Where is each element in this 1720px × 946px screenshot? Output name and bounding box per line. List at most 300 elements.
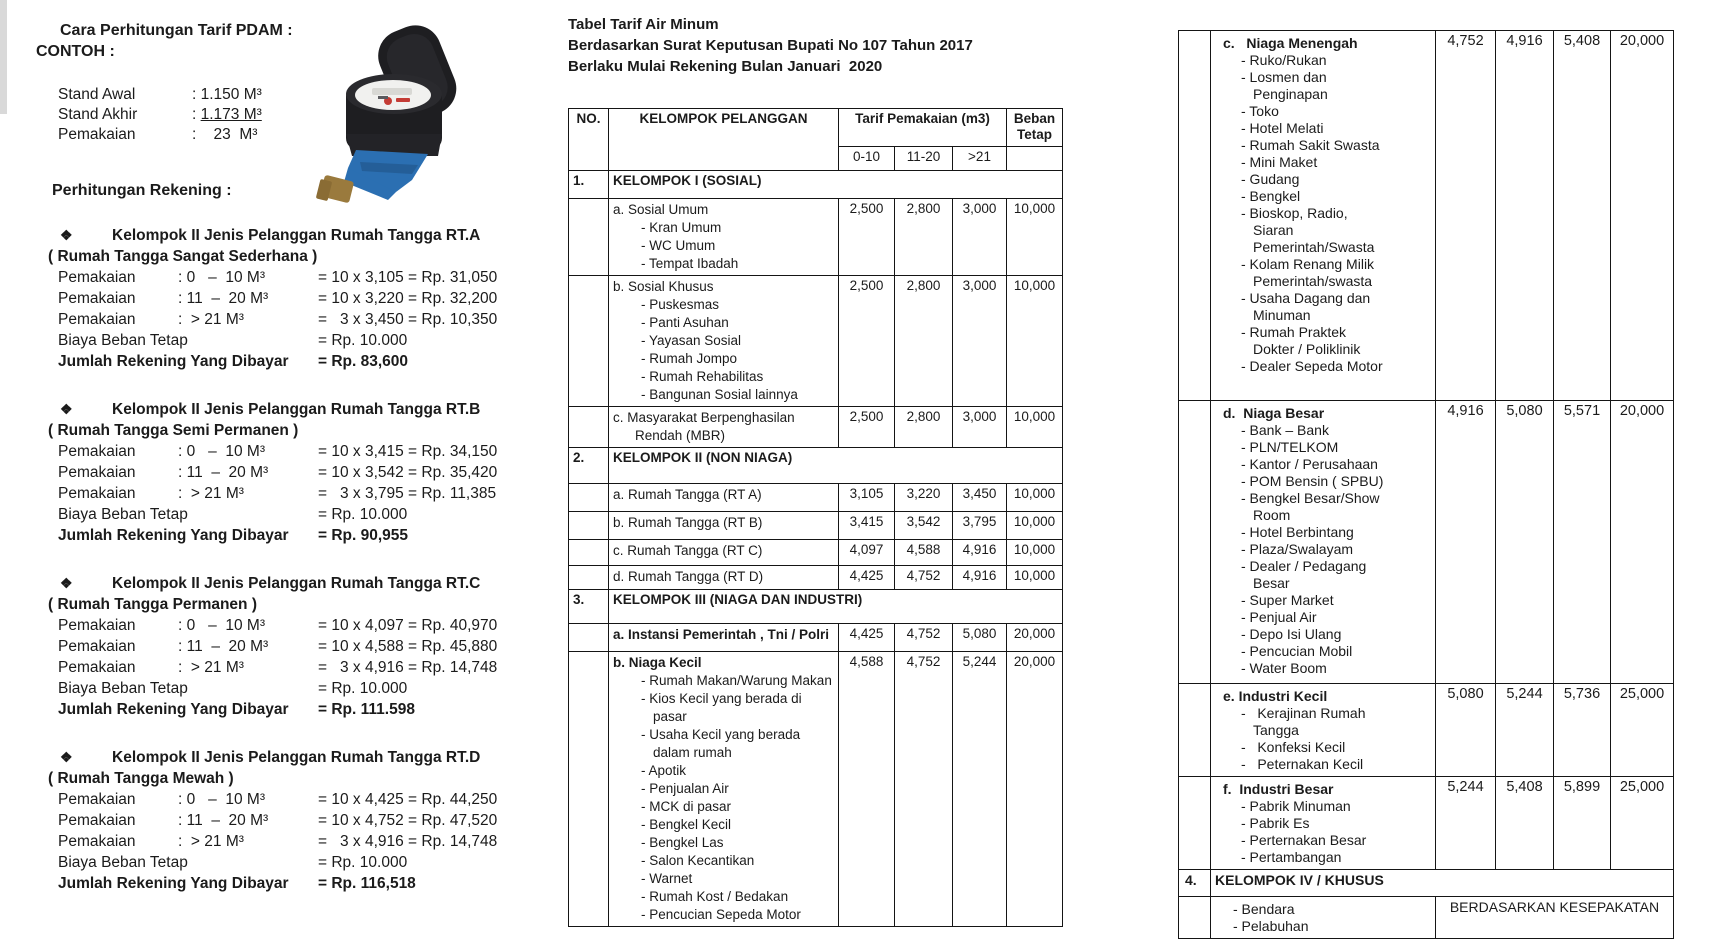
beban-value-cell: 10,000 (1007, 407, 1063, 448)
beban-value-cell: 10,000 (1007, 512, 1063, 540)
usage-label: Pemakaian (58, 638, 136, 655)
tariff-value-cell: 3,000 (953, 407, 1007, 448)
header-tarif-span: Tarif Pemakaian (m3) (839, 109, 1007, 147)
list-item: - Usaha Kecil yang berada dalam rumah (641, 727, 804, 760)
usage-label: Pemakaian (58, 617, 136, 634)
no-cell (1179, 401, 1211, 684)
tariff-example-rt-c (36, 573, 510, 720)
examples-list (36, 225, 510, 894)
tariff-value-cell: 5,080 (1436, 684, 1496, 777)
usage-calc: = 10 x 4,588 = Rp. 45,880 (318, 638, 498, 655)
category-label: d. Rumah Tangga (RT D) (613, 569, 764, 584)
category-label: a. Rumah Tangga (RT A) (613, 487, 762, 502)
list-item: - Kran Umum (641, 220, 722, 235)
table-heading-line3: Berlaku Mulai Rekening Bulan Januari 2020 (568, 58, 883, 75)
table-row (569, 652, 1063, 927)
category-cell (609, 199, 839, 276)
group-title: KELOMPOK I (SOSIAL) (609, 171, 1063, 199)
list-item: - Peternakan Kecil (1241, 756, 1364, 772)
list-item: - Tempat Ibadah (641, 256, 739, 271)
tariff-value-cell: 5,408 (1554, 31, 1611, 401)
beban-value-cell: 10,000 (1007, 484, 1063, 512)
table-row (569, 484, 1063, 512)
beban-value-cell: 20,000 (1611, 401, 1674, 684)
list-item: - Bank – Bank (1241, 422, 1329, 438)
example-title-row (36, 225, 510, 246)
list-item: - Pencucian Mobil (1241, 643, 1353, 659)
tariff-value-cell: 4,425 (839, 624, 895, 652)
usage-calc: = 3 x 3,450 = Rp. 10,350 (318, 311, 498, 328)
usage-row (36, 636, 510, 657)
header-tier-0-10: 0-10 (839, 147, 895, 171)
list-item: - Depo Isi Ulang (1241, 626, 1342, 642)
stand-akhir-label: Stand Akhir (58, 106, 138, 123)
list-item: - Konfeksi Kecil (1241, 739, 1346, 755)
list-item: - Dealer Sepeda Motor (1241, 358, 1383, 374)
tariff-value-cell: 4,588 (895, 540, 953, 566)
list-item: - Dealer / Pedagang Besar (1241, 558, 1371, 591)
usage-label: Pemakaian (58, 833, 136, 850)
no-cell (569, 407, 609, 448)
usage-range: : 0 – 10 M³ (178, 443, 266, 460)
perhitungan-heading: Perhitungan Rekening : (52, 182, 232, 199)
no-cell (569, 566, 609, 590)
list-item: - Toko (1241, 103, 1279, 119)
group-number: 3. (569, 590, 609, 624)
tariff-value-cell: 5,080 (953, 624, 1007, 652)
category-items (641, 672, 834, 924)
tariff-value-cell: 5,571 (1554, 401, 1611, 684)
group-number: 4. (1179, 870, 1211, 897)
list-item: - Rumah Sakit Swasta (1241, 137, 1380, 153)
list-item: - Kios Kecil yang berada di pasar (641, 691, 806, 724)
usage-range: : > 21 M³ (178, 485, 244, 502)
list-item: - Pencucian Sepeda Motor (641, 907, 801, 922)
list-item: - Rumah Makan/Warung Makan (641, 673, 832, 688)
example-title-row (36, 573, 510, 594)
example-subtitle: ( Rumah Tangga Sangat Sederhana ) (48, 248, 318, 265)
tariff-value-cell: 5,736 (1554, 684, 1611, 777)
category-items (1241, 422, 1391, 677)
usage-label: Pemakaian (58, 812, 136, 829)
pemakaian-label: Pemakaian (58, 126, 136, 143)
tariff-table-section (568, 14, 1073, 927)
tariff-value-cell: 2,500 (839, 276, 895, 407)
beban-value-cell: 25,000 (1611, 777, 1674, 870)
usage-range: : 11 – 20 M³ (178, 464, 269, 481)
tariff-value-cell: 2,800 (895, 276, 953, 407)
tariff-value-cell: 2,800 (895, 407, 953, 448)
category-label: a. Instansi Pemerintah , Tni / Polri (613, 627, 830, 642)
group-header-row (1179, 870, 1674, 897)
example-title-row (36, 747, 510, 768)
tariff-value-cell: 4,588 (839, 652, 895, 927)
group-number: 1. (569, 171, 609, 199)
total-label: Jumlah Rekening Yang Dibayar (58, 527, 289, 544)
category-label: c. Rumah Tangga (RT C) (613, 543, 763, 558)
tariff-value-cell: 5,244 (1436, 777, 1496, 870)
tariff-value-cell: 4,916 (953, 566, 1007, 590)
no-cell (569, 540, 609, 566)
list-item: - Hotel Melati (1241, 120, 1324, 136)
table-row (569, 566, 1063, 590)
usage-calc: = 10 x 3,415 = Rp. 34,150 (318, 443, 498, 460)
table-row (1179, 777, 1674, 870)
beban-value-cell: 10,000 (1007, 540, 1063, 566)
usage-range: : > 21 M³ (178, 833, 244, 850)
category-cell (1211, 897, 1436, 939)
usage-calc: = 10 x 4,425 = Rp. 44,250 (318, 791, 498, 808)
category-cell (609, 484, 839, 512)
diamond-bullet-icon: ❖ (60, 401, 73, 417)
beban-value: = Rp. 10.000 (318, 854, 408, 871)
list-item: - Gudang (1241, 171, 1300, 187)
diamond-bullet-icon: ❖ (60, 749, 73, 765)
usage-calc: = 10 x 4,097 = Rp. 40,970 (318, 617, 498, 634)
diamond-bullet-icon: ❖ (60, 575, 73, 591)
list-item: - Rumah Jompo (641, 351, 738, 366)
beban-label: Biaya Beban Tetap (58, 854, 188, 871)
table-row (569, 276, 1063, 407)
list-item: - Bengkel (1241, 188, 1301, 204)
tariff-value-cell: 4,097 (839, 540, 895, 566)
usage-row (36, 810, 510, 831)
list-item: - Pelabuhan (1233, 918, 1309, 934)
category-cell (609, 540, 839, 566)
tariff-value-cell: 4,916 (1496, 31, 1554, 401)
tariff-value-cell: 3,415 (839, 512, 895, 540)
header-no: NO. (569, 109, 609, 171)
category-cell (1211, 777, 1436, 870)
stand-awal-label: Stand Awal (58, 86, 136, 103)
no-cell (569, 624, 609, 652)
beban-row (36, 504, 510, 525)
list-item: - Mini Maket (1241, 154, 1318, 170)
example-title: Kelompok II Jenis Pelanggan Rumah Tangga RT.C (112, 575, 481, 592)
beban-value-cell: 20,000 (1007, 624, 1063, 652)
beban-value-cell: 10,000 (1007, 566, 1063, 590)
beban-value-cell: 10,000 (1007, 199, 1063, 276)
pemakaian-value: : 23 M³ (192, 126, 258, 143)
agreement-note: BERDASARKAN KESEPAKATAN (1436, 897, 1674, 939)
list-item: - Ruko/Rukan (1241, 52, 1327, 68)
table-heading-line1: Tabel Tarif Air Minum (568, 16, 719, 33)
total-row (36, 873, 510, 894)
table-row (1179, 684, 1674, 777)
usage-range: : 0 – 10 M³ (178, 791, 266, 808)
no-cell (569, 652, 609, 927)
tariff-value-cell: 4,752 (895, 566, 953, 590)
tariff-value-cell: 5,244 (1496, 684, 1554, 777)
table-row (569, 407, 1063, 448)
group-title: KELOMPOK III (NIAGA DAN INDUSTRI) (609, 590, 1063, 624)
usage-range: : > 21 M³ (178, 311, 244, 328)
tariff-value-cell: 3,105 (839, 484, 895, 512)
tariff-value-cell: 5,899 (1554, 777, 1611, 870)
usage-range: : 11 – 20 M³ (178, 638, 269, 655)
list-item: - Kolam Renang Milik Pemerintah/swasta (1241, 256, 1378, 289)
header-tier-21: >21 (953, 147, 1007, 171)
category-label: d. Niaga Besar (1223, 405, 1325, 421)
header-tier-11-20: 11-20 (895, 147, 953, 171)
list-item: - Apotik (641, 763, 687, 778)
usage-range: : 0 – 10 M³ (178, 617, 266, 634)
tariff-value-cell: 2,500 (839, 407, 895, 448)
list-item: - Rumah Rehabilitas (641, 369, 764, 384)
category-label: b. Rumah Tangga (RT B) (613, 515, 763, 530)
category-cell (609, 566, 839, 590)
tariff-table-continuation-section (1178, 30, 1674, 939)
list-item: - Penjualan Air (641, 781, 729, 796)
tariff-example-rt-d (36, 747, 510, 894)
tariff-value-cell: 2,500 (839, 199, 895, 276)
list-item: - Bengkel Besar/Show Room (1241, 490, 1384, 523)
group-title: KELOMPOK IV / KHUSUS (1211, 870, 1674, 897)
list-item: - Plaza/Swalayam (1241, 541, 1354, 557)
usage-label: Pemakaian (58, 290, 136, 307)
tariff-example-rt-b (36, 399, 510, 546)
list-item: - Bioskop, Radio, Siaran Pemerintah/Swasta (1241, 205, 1375, 255)
total-row (36, 351, 510, 372)
list-item: - Bendara (1233, 901, 1295, 917)
example-subtitle: ( Rumah Tangga Permanen ) (48, 596, 257, 613)
category-cell (1211, 401, 1436, 684)
usage-label: Pemakaian (58, 791, 136, 808)
list-item: - Yayasan Sosial (641, 333, 742, 348)
list-item: - Rumah Praktek Dokter / Poliklinik (1241, 324, 1361, 357)
usage-calc: = 3 x 3,795 = Rp. 11,385 (318, 485, 497, 502)
beban-row (36, 678, 510, 699)
category-cell (609, 276, 839, 407)
header-beban-empty-cell (1007, 147, 1063, 171)
no-cell (569, 512, 609, 540)
usage-row (36, 462, 510, 483)
usage-row (36, 657, 510, 678)
no-cell (1179, 897, 1211, 939)
beban-value-cell: 10,000 (1007, 276, 1063, 407)
list-item: - Warnet (641, 871, 693, 886)
list-item: - Losmen dan Penginapan (1241, 69, 1331, 102)
no-cell (1179, 777, 1211, 870)
usage-row (36, 789, 510, 810)
table-heading (568, 14, 1073, 77)
group-header-row (569, 448, 1063, 484)
category-cell (609, 512, 839, 540)
list-item: - Water Boom (1241, 660, 1327, 676)
beban-value: = Rp. 10.000 (318, 680, 408, 697)
tariff-value-cell: 4,752 (1436, 31, 1496, 401)
category-label: c. Niaga Menengah (1223, 35, 1358, 51)
tariff-value-cell: 5,244 (953, 652, 1007, 927)
total-value: = Rp. 83,600 (318, 353, 409, 370)
usage-label: Pemakaian (58, 443, 136, 460)
header-beban: Beban Tetap (1007, 109, 1063, 147)
beban-value-cell: 20,000 (1611, 31, 1674, 401)
header-kelompok: KELOMPOK PELANGGAN (609, 109, 839, 171)
category-cell (1211, 31, 1436, 401)
tariff-table-continued (1178, 30, 1674, 939)
beban-row (36, 330, 510, 351)
category-label: b. Sosial Khusus (613, 279, 714, 294)
beban-label: Biaya Beban Tetap (58, 680, 188, 697)
category-cell (609, 407, 839, 448)
table-row (1179, 897, 1674, 939)
beban-value-cell: 25,000 (1611, 684, 1674, 777)
beban-value: = Rp. 10.000 (318, 506, 408, 523)
category-items (1241, 705, 1391, 773)
no-cell (569, 484, 609, 512)
table-row (569, 540, 1063, 566)
usage-row (36, 267, 510, 288)
category-cell (1211, 684, 1436, 777)
usage-range: : > 21 M³ (178, 659, 244, 676)
category-cell (609, 652, 839, 927)
example-title: Kelompok II Jenis Pelanggan Rumah Tangga RT.B (112, 401, 481, 418)
tariff-value-cell: 4,752 (895, 624, 953, 652)
section-title: Cara Perhitungan Tarif PDAM : (60, 22, 293, 39)
category-cell (609, 624, 839, 652)
list-item: - Pabrik Es (1241, 815, 1310, 831)
list-item: - Pabrik Minuman (1241, 798, 1351, 814)
list-item: - Penjual Air (1241, 609, 1317, 625)
list-item: - Panti Asuhan (641, 315, 729, 330)
tariff-value-cell: 4,916 (953, 540, 1007, 566)
usage-calc: = 10 x 3,105 = Rp. 31,050 (318, 269, 498, 286)
diamond-bullet-icon: ❖ (60, 227, 73, 243)
table-header-row (569, 109, 1063, 147)
category-items (1241, 52, 1391, 375)
list-item: - WC Umum (641, 238, 716, 253)
total-label: Jumlah Rekening Yang Dibayar (58, 875, 289, 892)
list-item: - Bengkel Kecil (641, 817, 732, 832)
category-items (1233, 901, 1383, 935)
list-item: - MCK di pasar (641, 799, 732, 814)
total-row (36, 699, 510, 720)
category-items (1241, 798, 1391, 866)
group-header-row (569, 590, 1063, 624)
list-item: - Hotel Berbintang (1241, 524, 1354, 540)
table-heading-line2: Berdasarkan Surat Keputusan Bupati No 107 Tahun 2017 (568, 37, 973, 54)
category-label: c. Masyarakat Berpenghasilan Rendah (MBR) (613, 410, 799, 443)
beban-label: Biaya Beban Tetap (58, 332, 188, 349)
list-item: - Usaha Dagang dan Minuman (1241, 290, 1375, 323)
list-item: - Super Market (1241, 592, 1334, 608)
total-value: = Rp. 111.598 (318, 701, 415, 718)
table-row (569, 512, 1063, 540)
no-cell (569, 276, 609, 407)
list-item: - Kerajinan Rumah Tangga (1241, 705, 1370, 738)
tariff-table (568, 108, 1063, 927)
tariff-value-cell: 2,800 (895, 199, 953, 276)
tariff-example-rt-a (36, 225, 510, 372)
usage-label: Pemakaian (58, 311, 136, 328)
usage-calc: = 3 x 4,916 = Rp. 14,748 (318, 659, 498, 676)
total-value: = Rp. 90,955 (318, 527, 409, 544)
usage-row (36, 831, 510, 852)
water-meter-illustration (300, 22, 495, 210)
example-title-row (36, 399, 510, 420)
no-cell (569, 199, 609, 276)
tariff-value-cell: 3,000 (953, 276, 1007, 407)
usage-range: : 11 – 20 M³ (178, 290, 269, 307)
tariff-value-cell: 4,425 (839, 566, 895, 590)
list-item: - Pertambangan (1241, 849, 1342, 865)
usage-range: : 0 – 10 M³ (178, 269, 266, 286)
table-row (1179, 401, 1674, 684)
total-row (36, 525, 510, 546)
tariff-value-cell: 4,916 (1436, 401, 1496, 684)
tariff-value-cell: 5,080 (1496, 401, 1554, 684)
tariff-value-cell: 3,220 (895, 484, 953, 512)
category-items (641, 296, 834, 404)
usage-row (36, 615, 510, 636)
stand-akhir-value: 1.173 M³ (200, 106, 262, 123)
tariff-value-cell: 3,000 (953, 199, 1007, 276)
usage-calc: = 10 x 4,752 = Rp. 47,520 (318, 812, 498, 829)
category-label: e. Industri Kecil (1223, 688, 1328, 704)
no-cell (1179, 31, 1211, 401)
stand-akhir-colon: : (192, 106, 201, 123)
example-subtitle: ( Rumah Tangga Mewah ) (48, 770, 234, 787)
table-row (1179, 31, 1674, 401)
usage-row (36, 441, 510, 462)
beban-value: = Rp. 10.000 (318, 332, 408, 349)
beban-row (36, 852, 510, 873)
tariff-value-cell: 3,795 (953, 512, 1007, 540)
stand-awal-value: : 1.150 M³ (192, 86, 262, 103)
list-item: - Kantor / Perusahaan (1241, 456, 1378, 472)
table-row (569, 199, 1063, 276)
table-row (569, 624, 1063, 652)
usage-label: Pemakaian (58, 485, 136, 502)
example-title: Kelompok II Jenis Pelanggan Rumah Tangga RT.D (112, 749, 481, 766)
group-title: KELOMPOK II (NON NIAGA) (609, 448, 1063, 484)
usage-label: Pemakaian (58, 659, 136, 676)
list-item: - Bangunan Sosial lainnya (641, 387, 798, 402)
usage-row (36, 309, 510, 330)
contoh-label: CONTOH : (36, 43, 115, 60)
category-label: f. Industri Besar (1223, 781, 1334, 797)
usage-row (36, 288, 510, 309)
usage-label: Pemakaian (58, 464, 136, 481)
tariff-value-cell: 3,542 (895, 512, 953, 540)
list-item: - POM Bensin ( SPBU) (1241, 473, 1384, 489)
usage-label: Pemakaian (58, 269, 136, 286)
list-item: - Salon Kecantikan (641, 853, 755, 868)
total-label: Jumlah Rekening Yang Dibayar (58, 701, 289, 718)
list-item: - Puskesmas (641, 297, 720, 312)
beban-value-cell: 20,000 (1007, 652, 1063, 927)
usage-calc: = 3 x 4,916 = Rp. 14,748 (318, 833, 498, 850)
category-items (641, 219, 834, 273)
example-subtitle: ( Rumah Tangga Semi Permanen ) (48, 422, 299, 439)
usage-calc: = 10 x 3,542 = Rp. 35,420 (318, 464, 498, 481)
tariff-value-cell: 3,450 (953, 484, 1007, 512)
list-item: - PLN/TELKOM (1241, 439, 1339, 455)
usage-row (36, 483, 510, 504)
scan-edge-artifact (0, 0, 7, 114)
group-number: 2. (569, 448, 609, 484)
total-label: Jumlah Rekening Yang Dibayar (58, 353, 289, 370)
water-meter-photo (300, 22, 495, 210)
usage-calc: = 10 x 3,220 = Rp. 32,200 (318, 290, 498, 307)
beban-label: Biaya Beban Tetap (58, 506, 188, 523)
tariff-value-cell: 4,752 (895, 652, 953, 927)
list-item: - Bengkel Las (641, 835, 724, 850)
no-cell (1179, 684, 1211, 777)
total-value: = Rp. 116,518 (318, 875, 416, 892)
example-title: Kelompok II Jenis Pelanggan Rumah Tangga RT.A (112, 227, 481, 244)
